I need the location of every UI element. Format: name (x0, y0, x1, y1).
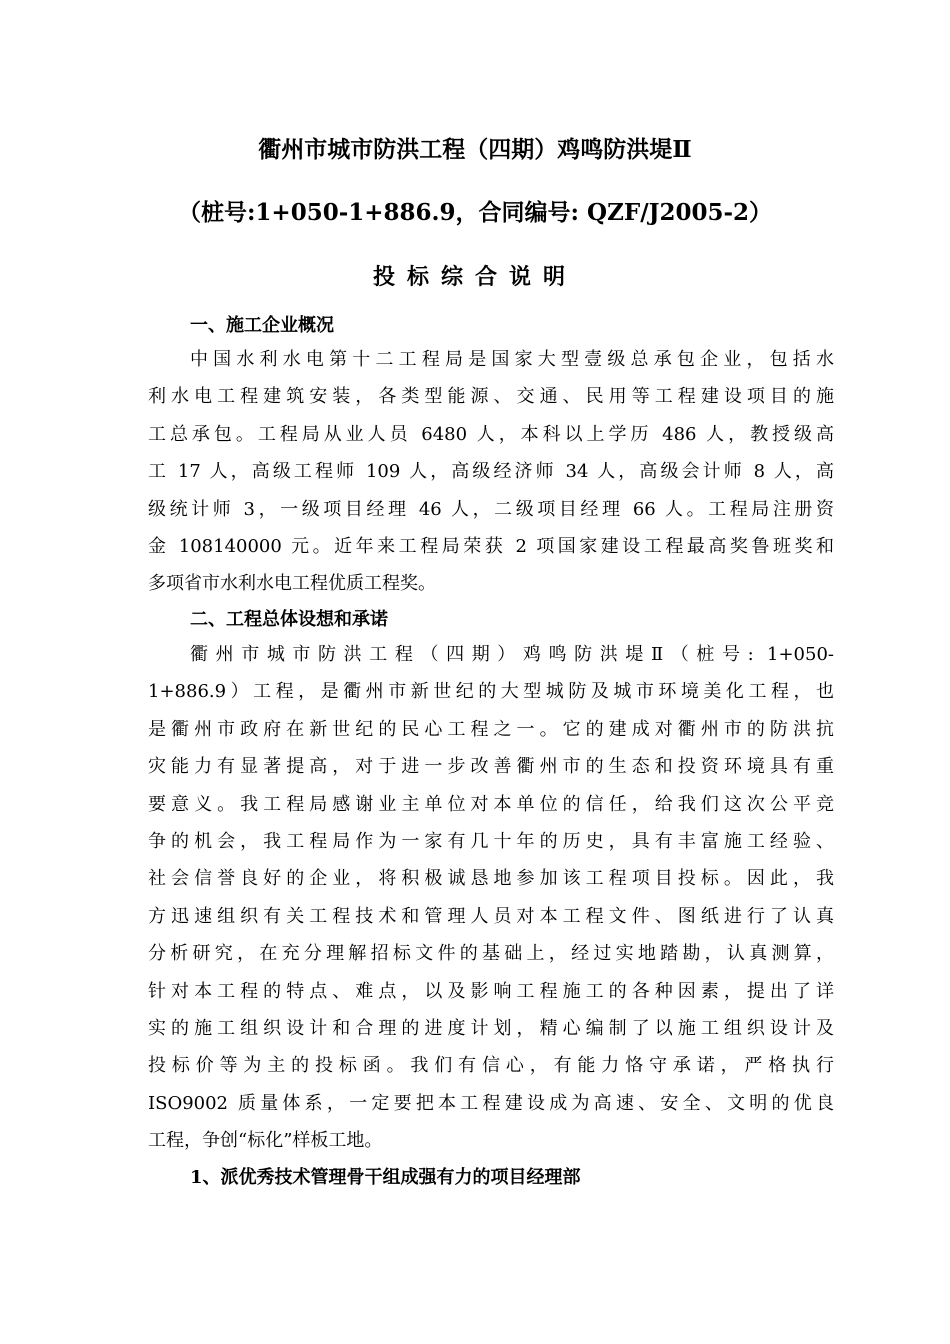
paragraph-line: 1+886.9）工程，是衢州市新世纪的大型城防及城市环境美化工程，也 (148, 681, 834, 703)
section-paragraph-1 (148, 341, 834, 603)
paragraph-line: ISO9002 质量体系，一定要把本工程建设成为高速、安全、文明的优良 (148, 1092, 834, 1114)
paragraph-line: 中国水利水电第十二工程局是国家大型壹级总承包企业，包括水 (190, 349, 834, 370)
paragraph-line: 工总承包。工程局从业人员 6480 人，本科以上学历 486 人，教授级高 (148, 423, 834, 445)
paragraph-line: 金 108140000 元。近年来工程局荣获 2 项国家建设工程最高奖鲁班奖和 (148, 535, 834, 557)
paragraph-line: 衢州市城市防洪工程（四期）鸡鸣防洪堤Ⅱ（桩号: 1+050- (190, 644, 834, 665)
paragraph-line: 社会信誉良好的企业，将积极诚恳地参加该工程项目投标。因此，我 (148, 868, 834, 890)
paragraph-line: 实的施工组织设计和合理的进度计划，精心编制了以施工组织设计及 (148, 1017, 834, 1039)
paragraph-line: 多项省市水利水电工程优质工程奖。 (148, 573, 436, 595)
paragraph-line: 投标价等为主的投标函。我们有信心，有能力恪守承诺，严格执行 (148, 1055, 834, 1077)
subsection-heading: 1、派优秀技术管理骨干组成强有力的项目经理部 (190, 1167, 581, 1188)
paragraph-line: 要意义。我工程局感谢业主单位对本单位的信任，给我们这次公平竞 (148, 793, 834, 815)
paragraph-line: 工程，争创“标化”样板工地。 (148, 1130, 383, 1152)
paragraph-line: 争的机会，我工程局作为一家有几十年的历史，具有丰富施工经验、 (148, 830, 834, 852)
document-subtitle: （桩号:1+050-1+886.9，合同编号: QZF/J2005-2） (177, 199, 773, 226)
paragraph-line: 级统计师 3，一级项目经理 46 人，二级项目经理 66 人。工程局注册资 (148, 498, 834, 520)
document-heading: 投标综合说明 (372, 264, 577, 290)
paragraph-line: 利水电工程建筑安装，各类型能源、交通、民用等工程建设项目的施 (148, 386, 834, 408)
paragraph-line: 灾能力有显著提高，对于进一步改善衢州市的生态和投资环境具有重 (148, 756, 834, 778)
paragraph-line: 工 17 人，高级工程师 109 人，高级经济师 34 人，高级会计师 8 人，高 (148, 461, 834, 483)
section-heading-1: 一、施工企业概况 (190, 315, 334, 336)
paragraph-line: 方迅速组织有关工程技术和管理人员对本工程文件、图纸进行了认真 (148, 905, 834, 927)
document-title: 衢州市城市防洪工程（四期）鸡鸣防洪堤Ⅱ (258, 136, 692, 163)
section-paragraph-2 (148, 636, 834, 1159)
paragraph-line: 是衢州市政府在新世纪的民心工程之一。它的建成对衢州市的防洪抗 (148, 718, 834, 740)
section-heading-2: 二、工程总体设想和承诺 (190, 609, 388, 630)
paragraph-line: 针对本工程的特点、难点，以及影响工程施工的各种因素，提出了详 (148, 980, 834, 1002)
paragraph-line: 分析研究，在充分理解招标文件的基础上，经过实地踏勘，认真测算， (148, 943, 834, 965)
